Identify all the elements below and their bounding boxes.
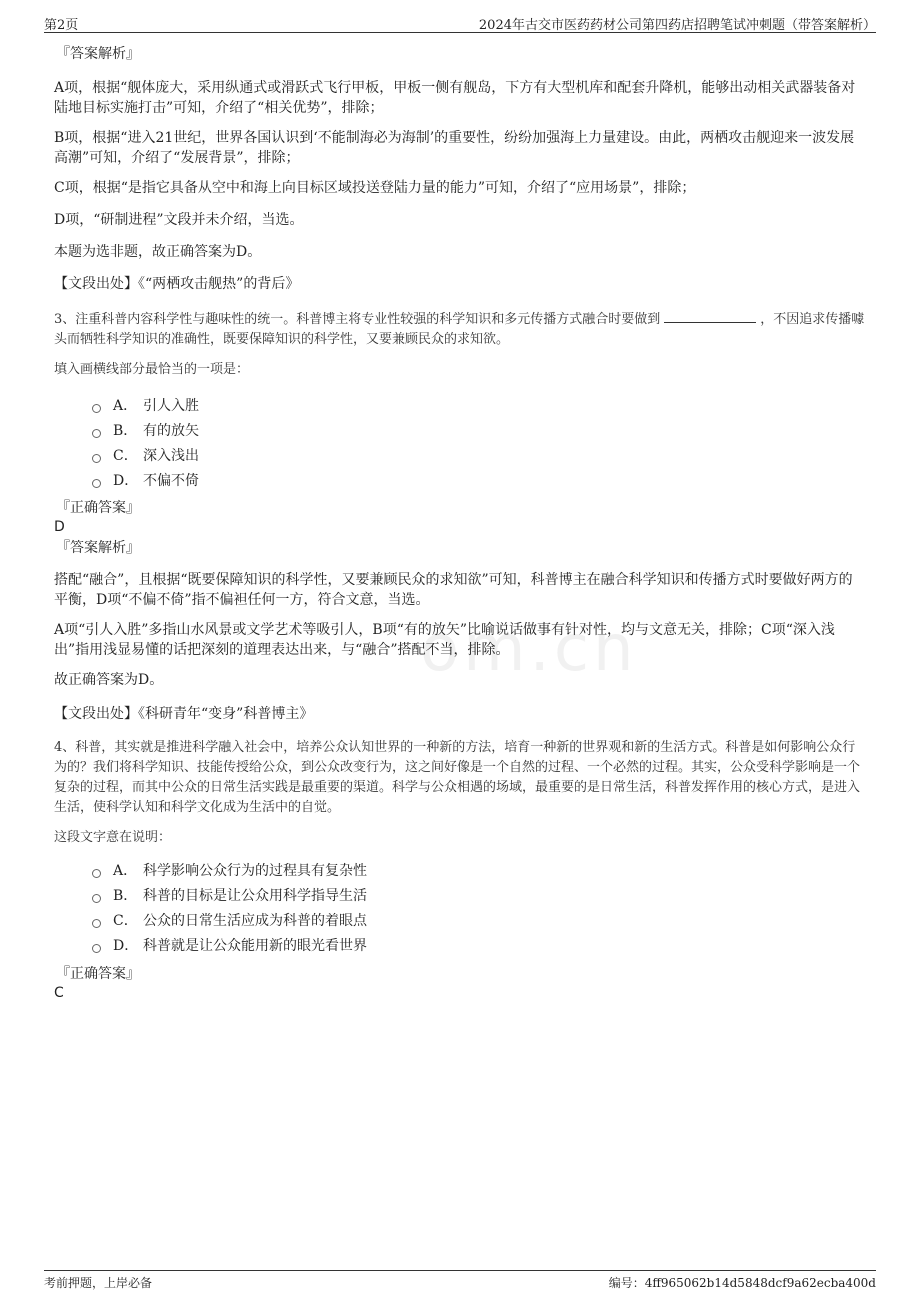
q4-option-b[interactable] <box>92 884 367 909</box>
q3-stem-part-1: 3、注重科普内容科学性与趣味性的统一。科普博主将专业性较强的科学知识和多元传播方式融合时要做到 <box>54 312 661 327</box>
q3-options <box>92 394 199 494</box>
watermark: om.cn <box>420 612 638 686</box>
page-header <box>44 12 876 33</box>
option-text: 深入浅出 <box>143 448 199 464</box>
radio-icon[interactable] <box>92 479 101 488</box>
q3-option-d[interactable] <box>92 469 199 494</box>
footer-slogan: 考前押题，上岸必备 <box>44 1276 153 1290</box>
q4-answer: C <box>54 985 64 1001</box>
radio-icon[interactable] <box>92 404 101 413</box>
q2-analysis-para-2: B项，根据“进入21世纪，世界各国认识到‘不能制海必为海制’的重要性，纷纷加强海上力量建设。由此，两栖攻击舰迎来一波发展高潮”可知，介绍了“发展背景”，排除； <box>54 130 855 166</box>
option-letter: D． <box>113 473 139 489</box>
option-letter: D． <box>113 938 139 954</box>
radio-icon[interactable] <box>92 919 101 928</box>
option-text: 不偏不倚 <box>143 473 199 489</box>
option-text: 科学影响公众行为的过程具有复杂性 <box>143 863 367 879</box>
q3-instruction: 填入画横线部分最恰当的一项是： <box>54 362 250 377</box>
option-text: 引人入胜 <box>143 398 199 414</box>
q3-option-b[interactable] <box>92 419 199 444</box>
option-text: 有的放矢 <box>143 423 199 439</box>
q3-analysis-para-3: 故正确答案为D。 <box>54 672 164 688</box>
q2-analysis-para-3: C项，根据“是指它具备从空中和海上向目标区域投送登陆力量的能力”可知，介绍了“应用场景”，排除； <box>54 180 696 196</box>
page-footer <box>44 1270 876 1291</box>
document-title: 2024年古交市医药药材公司第四药店招聘笔试冲刺题（带答案解析） <box>478 18 876 33</box>
option-letter: A． <box>113 863 138 879</box>
q4-instruction: 这段文字意在说明： <box>54 830 172 845</box>
q3-option-a[interactable] <box>92 394 199 419</box>
option-letter: C． <box>113 448 138 464</box>
q2-analysis-label: 『答案解析』 <box>56 46 140 62</box>
radio-icon[interactable] <box>92 944 101 953</box>
q2-source: 【文段出处】《“两栖攻击舰热”的背后》 <box>54 276 300 292</box>
document-id: 编号：4ff965062b14d5848dcf9a62ecba400d <box>608 1276 876 1290</box>
q3-analysis-para-2: A项“引人入胜”多指山水风景或文学艺术等吸引人，B项“有的放矢”比喻说话做事有针对性，均与文意无关，排除；C项“深入浅出”指用浅显易懂的话把深刻的道理表达出来，与“融合”搭配不当，排除。 <box>54 622 835 658</box>
q2-analysis-para-4: D项，“研制进程”文段并未介绍，当选。 <box>54 212 304 228</box>
q4-stem: 4、科普，其实就是推进科学融入社会中，培养公众认知世界的一种新的方法，培育一种新的世界观和新的生活方式。科普是如何影响公众行为的？我们将科学知识、技能传授给公众，到公众改变行为，这之间好像是一个自然的过程、一个必然的过程。其实，公众受科学影响是一个复杂的过程，而其中公众的日常生活实践是最重要的渠道。科学与公众相遇的场域，最重要的是日常生活，科普发挥作用的核心方式，是进入生活，使科学认知和科学文化成为生活中的自觉。 <box>54 740 861 815</box>
q4-answer-label: 『正确答案』 <box>56 966 140 982</box>
q2-analysis-para-5: 本题为选非题，故正确答案为D。 <box>54 244 262 260</box>
q3-answer-label: 『正确答案』 <box>56 500 140 516</box>
q4-option-d[interactable] <box>92 934 367 959</box>
q3-stem-part-2: ，不因追求传播噱头而牺牲科学知识的准确性，既要保障知识的科学性，又要兼顾民众的求知欲。 <box>54 312 865 347</box>
radio-icon[interactable] <box>92 454 101 463</box>
q3-analysis-label: 『答案解析』 <box>56 540 140 556</box>
option-text: 科普就是让公众能用新的眼光看世界 <box>143 938 367 954</box>
option-letter: B． <box>113 888 138 904</box>
option-text: 公众的日常生活应成为科普的着眼点 <box>143 913 367 929</box>
q3-analysis-para-1: 搭配“融合”，且根据“既要保障知识的科学性，又要兼顾民众的求知欲”可知，科普博主在融合科学知识和传播方式时要做好两方的平衡，D项“不偏不倚”指不偏袒任何一方，符合文意，当选。 <box>54 572 853 608</box>
page-number: 第2页 <box>44 18 79 33</box>
option-letter: B． <box>113 423 138 439</box>
q3-stem <box>54 310 866 350</box>
option-text: 科普的目标是让公众用科学指导生活 <box>143 888 367 904</box>
radio-icon[interactable] <box>92 869 101 878</box>
radio-icon[interactable] <box>92 429 101 438</box>
q3-blank <box>664 310 756 323</box>
q3-answer: D <box>54 519 65 535</box>
option-letter: A． <box>113 398 138 414</box>
q3-option-c[interactable] <box>92 444 199 469</box>
q4-option-c[interactable] <box>92 909 367 934</box>
q2-analysis-para-1: A项，根据“舰体庞大，采用纵通式或滑跃式飞行甲板，甲板一侧有舰岛，下方有大型机库和配套升降机，能够出动相关武器装备对陆地目标实施打击”可知，介绍了“相关优势”，排除； <box>54 80 856 116</box>
radio-icon[interactable] <box>92 894 101 903</box>
q3-source: 【文段出处】《科研青年“变身”科普博主》 <box>54 706 314 722</box>
q4-options <box>92 859 367 959</box>
q4-option-a[interactable] <box>92 859 367 884</box>
option-letter: C． <box>113 913 138 929</box>
